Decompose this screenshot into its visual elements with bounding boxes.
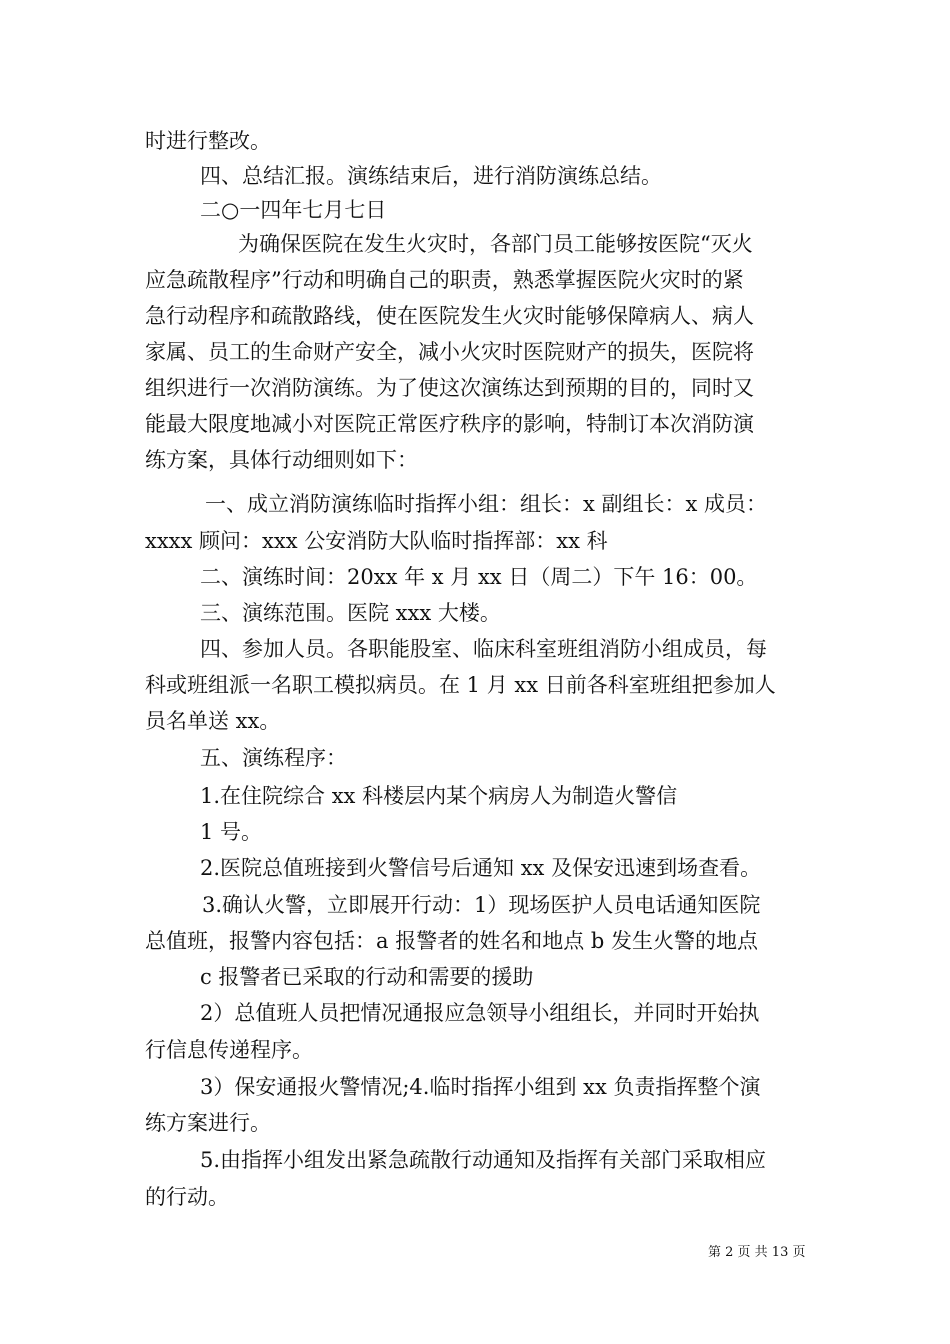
text-line: 二、演练时间：20xx 年 x 月 xx 日（周二）下午 16：00。: [200, 565, 758, 589]
text-line: 行信息传递程序。: [145, 1038, 313, 1062]
text-line: 的行动。: [145, 1185, 229, 1209]
text-line: 1 号。: [200, 820, 263, 844]
text-line: xxxx 顾问：xxx 公安消防大队临时指挥部：xx 科: [145, 529, 608, 553]
text-line: 练方案，具体行动细则如下：: [145, 448, 418, 472]
text-line: 家属、员工的生命财产安全，减小火灾时医院财产的损失，医院将: [145, 340, 754, 364]
text-line: 急行动程序和疏散路线，使在医院发生火灾时能够保障病人、病人: [145, 304, 754, 328]
text-line: 2.医院总值班接到火警信号后通知 xx 及保安迅速到场查看。: [200, 856, 762, 880]
text-line: 组织进行一次消防演练。为了使这次演练达到预期的目的，同时又: [145, 376, 754, 400]
text-line: 2）总值班人员把情况通报应急领导小组组长，并同时开始执: [200, 1001, 760, 1025]
text-line: 四、参加人员。各职能股室、临床科室班组消防小组成员，每: [200, 637, 767, 661]
text-line: 五、演练程序：: [200, 746, 347, 770]
text-line: 三、演练范围。医院 xxx 大楼。: [200, 601, 501, 625]
text-line: 练方案进行。: [145, 1111, 271, 1135]
text-line: 1.在住院综合 xx 科楼层内某个病房人为制造火警信: [200, 784, 678, 808]
text-line: 员名单送 xx。: [145, 709, 281, 733]
text-line: 3.确认火警，立即展开行动：1）现场医护人员电话通知医院: [202, 893, 761, 917]
text-line: 二○一四年七月七日: [200, 198, 387, 222]
text-line: 总值班，报警内容包括：a 报警者的姓名和地点 b 发生火警的地点: [145, 929, 758, 953]
text-line: 5.由指挥小组发出紧急疏散行动通知及指挥有关部门采取相应: [200, 1148, 767, 1172]
text-line: 科或班组派一名职工模拟病员。在 1 月 xx 日前各科室班组把参加人: [145, 673, 776, 697]
text-line: 能最大限度地减小对医院正常医疗秩序的影响，特制订本次消防演: [145, 412, 754, 436]
text-line: 一、成立消防演练临时指挥小组：组长：x 副组长：x 成员：: [205, 492, 768, 516]
text-line: c 报警者已采取的行动和需要的援助: [200, 965, 534, 989]
text-line: 为确保医院在发生火灾时，各部门员工能够按医院“灭火: [238, 232, 753, 256]
page-number-footer: 第 2 页 共 13 页: [708, 1245, 806, 1260]
text-line: 应急疏散程序”行动和明确自己的职责，熟悉掌握医院火灾时的紧: [145, 268, 744, 292]
text-line: 3）保安通报火警情况;4.临时指挥小组到 xx 负责指挥整个演: [200, 1075, 761, 1099]
text-line: 四、总结汇报。演练结束后，进行消防演练总结。: [200, 164, 662, 188]
text-line: 时进行整改。: [145, 129, 271, 153]
